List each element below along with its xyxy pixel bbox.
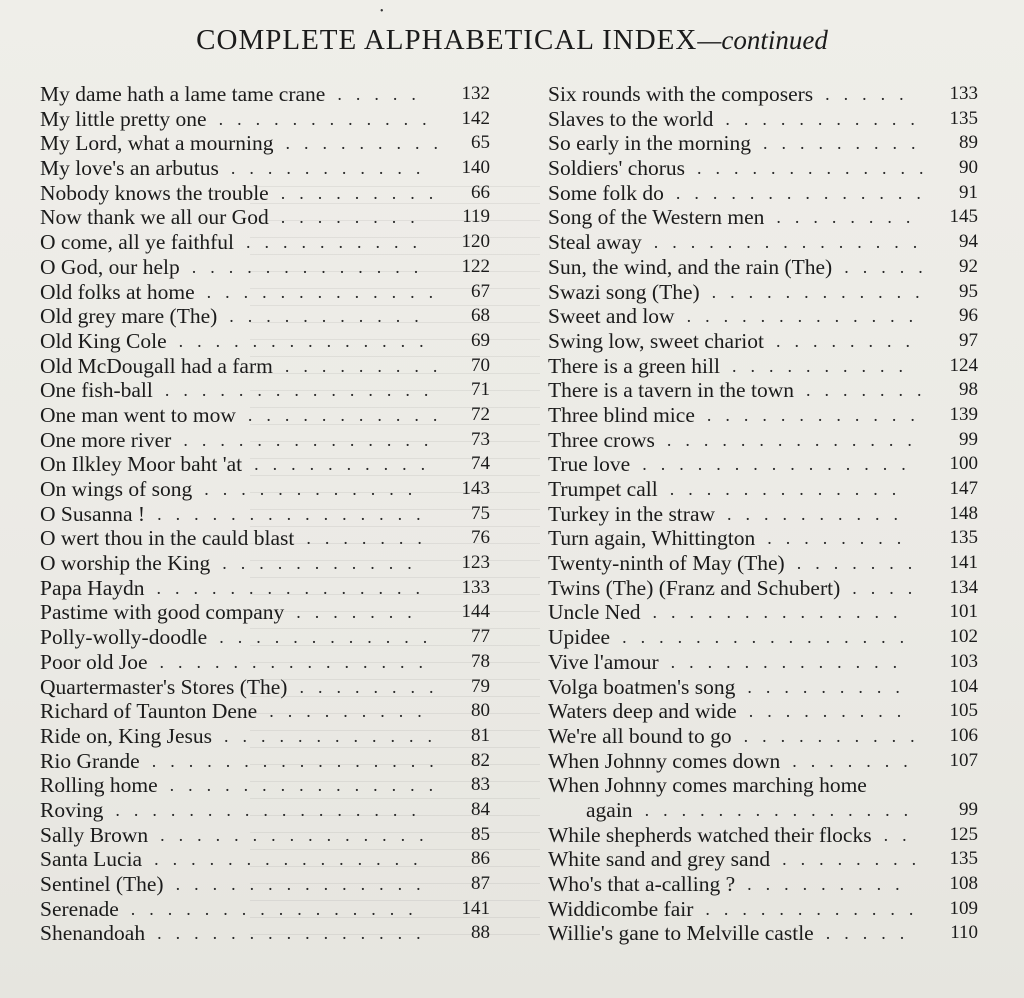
entry-page-number: 144 [461,601,490,623]
entry-title: Widdicombe fair [548,896,694,921]
leader-dots: ............ [705,898,928,919]
leader-dots: ............. [670,651,912,672]
entry-title: My Lord, what a mourning [40,131,274,156]
entry-title: Twenty-ninth of May (The) [548,551,785,576]
index-entry [548,107,978,132]
leader-dots: ........ [782,849,931,870]
entry-title: One fish-ball [40,378,153,403]
index-entry [40,823,490,848]
entry-page-number: 141 [461,897,490,919]
entry-title: Ride on, King Jesus [40,723,212,748]
entry-page-number: 78 [471,650,490,672]
index-entry [548,551,978,576]
entry-page-number: 133 [461,576,490,598]
leader-dots: .. [883,824,921,845]
entry-page-number: 135 [949,107,978,129]
entry-page-number: 68 [471,305,490,327]
index-entry [40,255,490,280]
entry-title: Old grey mare (The) [40,304,218,329]
entry-title: When Johnny comes marching home [548,773,867,798]
entry-page-number: 142 [461,107,490,129]
leader-dots: ........... [247,404,452,425]
entry-page-number: 86 [471,848,490,870]
entry-page-number: 69 [471,329,490,351]
index-entry [40,502,490,527]
entry-title: Papa Haydn [40,575,145,600]
index-entry [548,354,978,379]
entry-title: again [586,797,633,822]
index-entry [548,576,978,601]
entry-page-number: 120 [461,231,490,253]
index-entry [40,354,490,379]
entry-page-number: 90 [959,157,978,179]
index-entry [40,897,490,922]
leader-dots: ....... [306,528,436,549]
page-title-continued: —continued [697,25,828,55]
leader-dots: ............ [711,281,934,302]
entry-title: Now thank we all our God [40,205,269,230]
index-entry [40,526,490,551]
page-title-main: COMPLETE ALPHABETICAL INDEX [196,24,698,56]
index-column-right [548,82,978,946]
entry-title: One more river [40,427,172,452]
entry-title: While shepherds watched their flocks [548,822,872,847]
entry-title: Richard of Taunton Dene [40,699,258,724]
index-entry [548,403,978,428]
index-entry [548,847,978,872]
entry-title: Old King Cole [40,328,167,353]
leader-dots: .......... [743,725,929,746]
entry-page-number: 80 [471,700,490,722]
entry-page-number: 74 [471,453,490,475]
entry-title: Song of the Western men [548,205,765,230]
entry-title: When Johnny comes down [548,748,781,773]
entry-title: Six rounds with the composers [548,82,814,106]
entry-page-number: 91 [959,181,978,203]
leader-dots: .............. [675,182,935,203]
entry-page-number: 81 [471,724,490,746]
leader-dots: ..... [337,84,430,104]
entry-page-number: 88 [471,922,490,944]
entry-page-number: 141 [949,552,978,574]
entry-title: Slaves to the world [548,106,714,131]
entry-title: O wert thou in the cauld blast [40,526,295,551]
leader-dots: ....... [796,553,927,574]
index-entry [40,600,490,625]
entry-title: Trumpet call [548,477,658,501]
entry-title: Shenandoah [40,921,146,946]
leader-dots: ........ [776,207,925,228]
index-entry [548,477,978,502]
entry-page-number: 109 [949,897,978,919]
entry-page-number: 97 [959,329,978,351]
index-entry [548,502,978,527]
entry-page-number: 135 [949,848,978,870]
entry-page-number: 133 [949,83,978,104]
index-entry [40,699,490,724]
entry-title: Steal away [548,230,642,255]
entry-title: One man went to mow [40,402,236,427]
entry-page-number: 83 [471,774,490,796]
index-entry [548,872,978,897]
index-entry [548,823,978,848]
index-entry [40,181,490,206]
entry-page-number: 124 [949,354,978,376]
leader-dots: ......... [269,701,436,722]
index-entry [40,304,490,329]
index-entry [40,675,490,700]
entry-page-number: 65 [471,132,490,154]
index-entry [548,131,978,156]
entry-page-number: 140 [461,157,490,179]
entry-page-number: 79 [471,675,490,697]
index-entry [40,872,490,897]
index-entry [40,131,490,156]
entry-page-number: 104 [949,675,978,697]
index-entry [40,921,490,946]
entry-title: Twins (The) (Franz and Schubert) [548,575,841,600]
entry-page-number: 132 [461,83,490,104]
index-entry [548,749,978,774]
entry-title: O Susanna ! [40,501,146,526]
leader-dots: ................ [622,627,919,648]
leader-dots: ......... [285,133,452,154]
entry-title: Swing low, sweet chariot [548,328,764,353]
index-entry [40,107,490,132]
entry-title: Upidee [548,625,611,650]
entry-page-number: 103 [949,650,978,672]
leader-dots: ......... [748,701,916,722]
entry-title: White sand and grey sand [548,847,771,872]
leader-dots: .......... [254,454,440,475]
entry-page-number: 84 [471,798,490,820]
index-entry [548,798,978,823]
entry-title: Sentinel (The) [40,872,164,896]
entry-title: Three crows [548,427,655,452]
entry-page-number: 92 [959,255,978,277]
index-entry [548,600,978,625]
entry-title: There is a tavern in the town [548,378,794,403]
entry-title: True love [548,452,631,477]
entry-page-number: 122 [461,255,490,277]
entry-title: Volga boatmen's song [548,674,736,699]
entry-title: Uncle Ned [548,600,641,625]
index-entry [548,625,978,650]
leader-dots: ............. [191,256,433,277]
index-entry [548,773,978,798]
index-entry [40,625,490,650]
entry-title: Old McDougall had a farm [40,353,273,378]
entry-page-number: 66 [471,181,490,203]
leader-dots: ........... [725,108,929,129]
entry-title: Sally Brown [40,822,149,847]
entry-page-number: 108 [949,873,978,894]
entry-title: Swazi song (The) [548,279,700,304]
leader-dots: ............ [706,404,929,425]
leader-dots: ............... [157,923,435,944]
entry-page-number: 139 [949,403,978,425]
index-entry [40,749,490,774]
entry-page-number: 147 [949,478,978,499]
entry-page-number: 143 [461,478,490,499]
entry-title: Quartermaster's Stores (The) [40,674,288,699]
index-entry [40,378,490,403]
entry-title: On Ilkley Moor baht 'at [40,452,243,477]
index-column-left [40,82,490,946]
leader-dots: ..... [825,84,918,104]
entry-page-number: 106 [949,724,978,746]
leader-dots: ....... [792,750,922,771]
entry-title: My little pretty one [40,106,207,131]
entry-page-number: 76 [471,527,490,549]
entry-page-number: 135 [949,527,978,549]
entry-page-number: 85 [471,823,490,845]
entry-page-number: 99 [959,798,978,820]
entry-title: So early in the morning [548,131,752,156]
entry-page-number: 148 [949,502,978,524]
entry-title: My love's an arbutus [40,156,219,181]
leader-dots: ............... [159,651,437,672]
entry-title: O God, our help [40,254,180,279]
entry-page-number: 75 [471,502,490,524]
leader-dots: ............ [219,627,442,648]
leader-dots: ......... [763,133,930,154]
entry-title: Old folks at home [40,279,195,304]
index-entry [548,724,978,749]
index-entry [40,156,490,181]
index-entry [548,650,978,675]
entry-page-number: 95 [959,280,978,302]
leader-dots: ............... [644,799,923,820]
entry-page-number: 89 [959,132,978,154]
entry-title: Who's that a-calling ? [548,872,736,896]
leader-dots: ............... [156,577,434,598]
entry-page-number: 72 [471,403,490,425]
index-entry [40,329,490,354]
index-entry [548,378,978,403]
index-entry [40,452,490,477]
leader-dots: ........ [280,207,429,228]
entry-page-number: 105 [949,700,978,722]
entry-page-number: 110 [950,922,978,944]
index-entry [548,699,978,724]
leader-dots: .............. [175,874,435,894]
entry-page-number: 96 [959,305,978,327]
leader-dots: ............... [157,503,435,524]
index-entry [40,847,490,872]
entry-title: Soldiers' chorus [548,156,686,181]
leader-dots: ......... [747,676,914,697]
entry-page-number: 99 [959,428,978,450]
entry-title: Turn again, Whittington [548,526,756,551]
leader-dots: ............. [697,158,938,179]
entry-page-number: 87 [471,873,490,894]
index-entry [548,428,978,453]
leader-dots: ................. [115,799,430,820]
index-entry [40,205,490,230]
entry-title: There is a green hill [548,353,720,378]
entry-page-number: 82 [471,749,490,771]
entry-title: Santa Lucia [40,847,143,872]
index-entry [548,82,978,107]
index-entry [40,403,490,428]
leader-dots: ..... [844,256,937,277]
index-entry [548,304,978,329]
entry-title: Roving [40,797,104,822]
entry-title: Waters deep and wide [548,699,737,724]
leader-dots: ....... [296,602,426,623]
index-entry [40,724,490,749]
entry-page-number: 102 [949,626,978,648]
leader-dots: .......... [731,355,917,376]
entry-page-number: 123 [461,552,490,574]
entry-title: O come, all ye faithful [40,230,235,255]
leader-dots: ........ [775,330,924,351]
leader-dots: ............ [224,725,446,746]
index-entry [40,551,490,576]
leader-dots: .............. [183,429,443,450]
index-entry [548,921,978,946]
entry-title: Rio Grande [40,748,140,773]
entry-title: Poor old Joe [40,649,148,674]
leader-dots: ........ [299,676,448,697]
leader-dots: ................ [130,898,427,919]
index-entry [40,230,490,255]
leader-dots: ............... [169,775,448,796]
entry-title: Sweet and low [548,304,675,329]
leader-dots: ............. [686,306,928,327]
leader-dots: ............... [642,454,920,475]
leader-dots: ........ [767,528,916,549]
leader-dots: .............. [178,330,438,351]
entry-page-number: 94 [959,231,978,253]
leader-dots: ............... [154,849,432,870]
entry-page-number: 70 [471,354,490,376]
entry-title: Three blind mice [548,402,695,427]
index-entry [548,280,978,305]
index-entry [40,798,490,823]
entry-title: We're all bound to go [548,723,732,748]
leader-dots: ................ [151,750,448,771]
index-entry [548,156,978,181]
leader-dots: ......... [280,182,448,203]
entry-page-number: 134 [949,576,978,598]
leader-dots: ............. [669,479,911,499]
leader-dots: ............. [206,281,448,302]
index-entry [40,773,490,798]
entry-page-number: 100 [949,453,978,475]
index-entry [40,428,490,453]
leader-dots: ............ [204,479,427,499]
index-entry [548,452,978,477]
entry-title: Willie's gane to Melville castle [548,921,814,946]
index-entry [548,205,978,230]
index-entry [548,897,978,922]
index-entry [548,181,978,206]
index-entry [548,329,978,354]
entry-page-number: 73 [471,428,490,450]
leader-dots: .............. [652,602,912,623]
entry-title: Rolling home [40,773,158,798]
entry-title: O worship the King [40,551,211,576]
entry-page-number: 98 [959,379,978,401]
entry-page-number: 145 [949,206,978,228]
entry-title: On wings of song [40,477,193,501]
index-entry [548,526,978,551]
entry-title: Some folk do [548,180,664,205]
page-title [0,24,1024,57]
entry-page-number: 107 [949,749,978,771]
entry-title: My dame hath a lame tame crane [40,82,326,106]
leader-dots: ............... [164,380,443,401]
entry-title: Pastime with good company [40,600,285,625]
leader-dots: .......... [727,503,913,524]
index-entry [548,230,978,255]
index-entry [40,280,490,305]
entry-title: Polly-wolly-doodle [40,625,208,650]
index-entry [40,477,490,502]
leader-dots: ............... [653,232,932,253]
leader-dots: ......... [284,355,452,376]
leader-dots: .... [852,577,927,598]
entry-title: Turkey in the straw [548,501,716,526]
index-entry [40,576,490,601]
entry-title: Vive l'amour [548,649,659,674]
leader-dots: ........... [229,306,433,327]
index-entry [40,82,490,107]
leader-dots: ............... [160,824,438,845]
entry-page-number: 119 [462,206,490,228]
leader-dots: ..... [825,923,919,944]
leader-dots: ....... [805,380,936,401]
leader-dots: .............. [666,429,926,450]
index-entry [548,255,978,280]
entry-page-number: 101 [949,601,978,623]
entry-title: Serenade [40,896,119,921]
leader-dots: .......... [246,232,432,253]
entry-page-number: 67 [471,280,490,302]
entry-title: Nobody knows the trouble [40,180,269,205]
index-entry [548,675,978,700]
leader-dots: ........... [230,158,435,179]
leader-dots: ........... [222,553,426,574]
entry-page-number: 77 [471,626,490,648]
leader-dots: ......... [747,874,914,894]
leader-dots: ............ [218,108,441,129]
entry-page-number: 125 [949,823,978,845]
ink-speck: • [380,6,384,17]
index-entry [40,650,490,675]
entry-title: Sun, the wind, and the rain (The) [548,254,833,279]
entry-page-number: 71 [471,379,490,401]
